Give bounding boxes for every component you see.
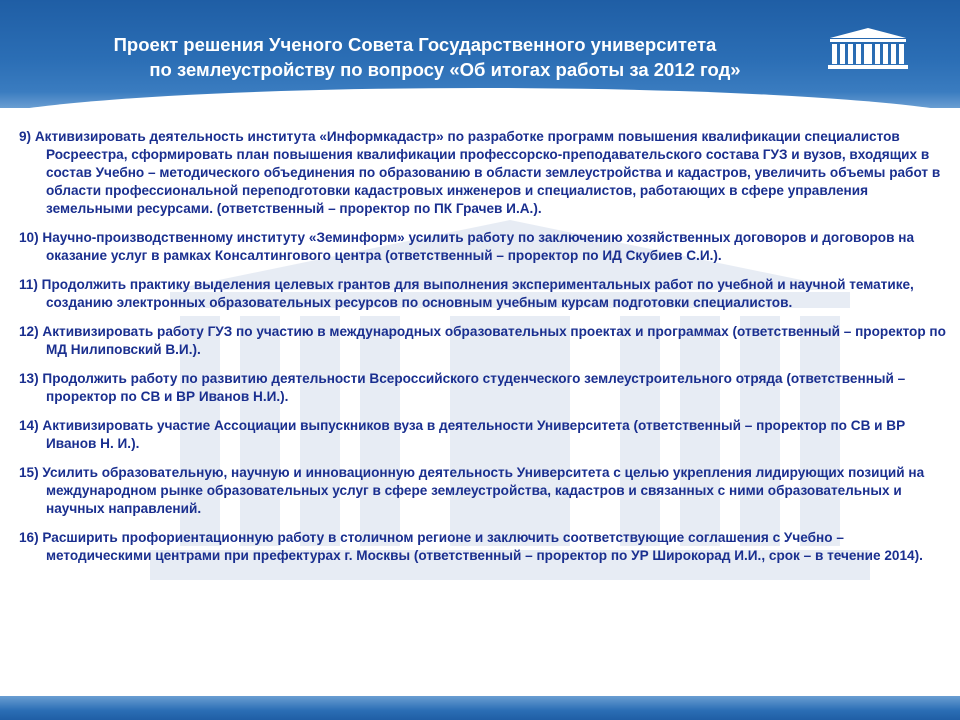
resolution-item-10: 10) Научно-производственному институту «Земинформ» усилить работу по заключению хозяйственных договоров и договоров на оказание услуг в рамках Консалтингового центра (ответственный – проректор по ИД Скубиев С.И.). <box>19 230 915 263</box>
resolution-item-15: 15) Усилить образовательную, научную и инновационную деятельность Университета с целью укрепления лидирующих позиций на международном рынке образовательных услуг в сфере землеустройства, кадастров и связанных с ними образовательных и научных направлений. <box>19 465 925 516</box>
resolution-item-9: 9) Активизировать деятельность института «Информкадастр» по разработке программ повышения квалификации специалистов Росреестра, сформировать план повышения квалификации профессорско-преподавательского состава ГУЗ и вузов, входящих в состав Учебно – методического объединения по образованию в области землеустройства и кадастров, увеличить объемы работ в области профессиональной переподготовки кадастровых инженеров и специалистов, работающих в сфере управления земельными ресурсами. (ответственный – проректор по ПК Грачев И.А.). <box>19 129 941 216</box>
title-line-1: Проект решения Ученого Совета Государственного университета <box>113 34 717 55</box>
university-building-logo-icon <box>826 26 910 70</box>
slide-title <box>40 32 820 82</box>
resolution-item-14: 14) Активизировать участие Ассоциации выпускников вуза в деятельности Университета (ответственный – проректор по СВ и ВР Иванов Н. И.). <box>19 418 906 451</box>
resolution-item-12: 12) Активизировать работу ГУЗ по участию в международных образовательных проектах и программах (ответственный – проректор по МД Нилиповский В.И.). <box>19 324 946 357</box>
resolution-item-11: 11) Продолжить практику выделения целевых грантов для выполнения экспериментальных работ по учебной и научной тематике, созданию электронных образовательных ресурсов по основным учебным курсам подготовки специалистов. <box>19 277 914 310</box>
footer-bar <box>0 696 960 720</box>
resolution-list <box>10 128 952 576</box>
resolution-item-16: 16) Расширить профориентационную работу в столичном регионе и заключить соответствующие соглашения с Учебно – методическими центрами при префектурах г. Москвы (ответственный – проректор по УР Широкорад И.И., срок – в течение 2014). <box>19 530 923 563</box>
title-line-2: по землеустройству по вопросу «Об итогах работы за 2012 год» <box>149 59 741 80</box>
resolution-item-13: 13) Продолжить работу по развитию деятельности Всероссийского студенческого землеустроительного отряда (ответственный – проректор по СВ и ВР Иванов Н.И.). <box>19 371 906 404</box>
header-curve <box>0 88 960 128</box>
header-banner <box>0 0 960 108</box>
